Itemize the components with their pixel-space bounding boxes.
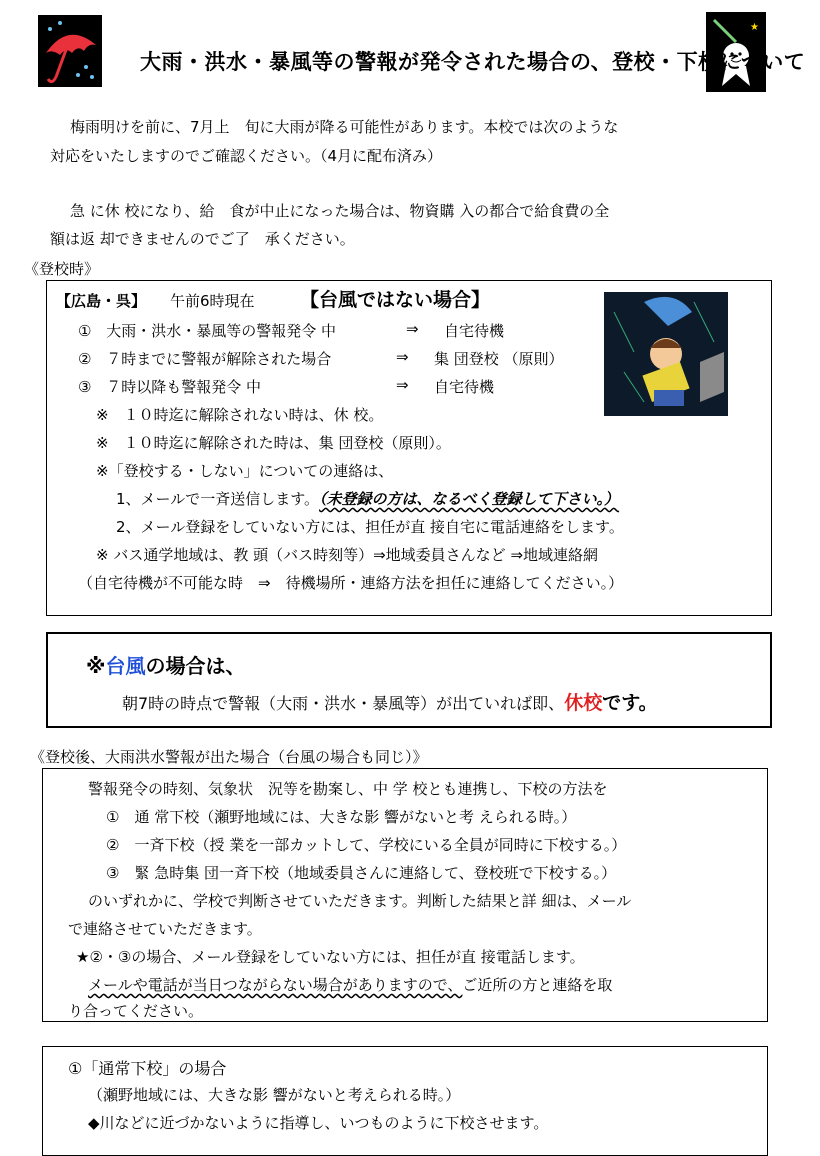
option-2: ② 一斉下校（授 業を一部カットして、学校にいる全員が同時に下校する。） (106, 836, 627, 854)
intro-line-1: 梅雨明けを前に、7月上 旬に大雨が降る可能性があります。本校では次のような (70, 118, 619, 136)
phone-warning (88, 974, 612, 995)
intro-line-4: 額は返 却できませんのでご了 承ください。 (50, 230, 355, 248)
item-result: 自宅待機 (434, 378, 495, 396)
unregistered-note: （未登録の方は、なるべく登録して下さい。） (319, 490, 620, 508)
time-label: 午前6時現在 (170, 292, 255, 310)
contact-line-2: 2、メール登録をしていない方には、担任が直 接自宅に電話連絡をします。 (116, 518, 624, 536)
case-title: 【台風ではない場合】 (300, 289, 491, 311)
typhoon-heading (86, 650, 245, 679)
item-number: ② (78, 350, 92, 368)
item-number: ① (78, 322, 92, 340)
contact-email: 1、メールで一斉送信します。 (116, 490, 320, 508)
option-1: ① 通 常下校（瀬野地域には、大きな影 響がないと考 えられる時。） (106, 808, 577, 826)
section-heading-arrival: 《登校時》 (24, 260, 100, 278)
arrow: ⇒ (396, 376, 409, 394)
intro-line-2: 対応をいたしますのでご確認ください。（4月に配布済み） (50, 147, 443, 165)
normal-dismissal-condition: （瀬野地域には、大きな影 響がないと考えられる時。） (88, 1086, 461, 1104)
note-3: ※「登校する・しない」についての連絡は、 (96, 462, 394, 480)
arrival-item-2 (78, 348, 564, 369)
note-2: ※ １０時迄に解除された時は、集 団登校（原則）。 (96, 434, 451, 452)
intro-line-3: 急 に休 校になり、給 食が中止になった場合は、物資購 入の都合で給食費の全 (70, 202, 610, 220)
typhoon-rule-end: です。 (602, 692, 658, 714)
item-result: 自宅待機 (444, 322, 505, 340)
arrival-item-1 (78, 320, 505, 341)
arrow: ⇒ (396, 348, 409, 366)
item-condition: ７時以降も警報発令 中 (106, 378, 262, 396)
typhoon-rule (122, 688, 658, 715)
normal-dismissal-action: ◆川などに近づかないように指導し、いつものように下校させます。 (88, 1114, 549, 1132)
umbrella-icon (38, 15, 102, 87)
star-note: ★②・③の場合、メール登録をしていない方には、担任が直 接電話します。 (76, 948, 585, 966)
closure-word: 休校 (564, 692, 603, 714)
normal-dismissal-title: ①「通常下校」の場合 (68, 1059, 227, 1078)
waiting-note: （自宅待機が不可能な時 ⇒ 待機場所・連絡方法を担任に連絡してください。） (78, 574, 624, 592)
typhoon-word: 台風 (105, 654, 146, 678)
phone-warning-end: り合ってください。 (68, 1002, 204, 1020)
option-3: ③ 緊 急時集 団一斉下校（地域委員さんに連絡して、登校班で下校する。） (106, 864, 617, 882)
arrival-item-3 (78, 376, 495, 397)
region-label: 【広島・呉】 (56, 292, 147, 310)
contact-line-1 (116, 488, 619, 509)
bus-note: ※ バス通学地域は、教 頭（バス時刻等）⇒地域委員さんなど ⇒地域連絡網 (96, 546, 599, 564)
page-title: 大雨・洪水・暴風等の警報が発令された場合の、登校・下校について (140, 50, 806, 74)
decision-line-3: で連絡させていただきます。 (68, 920, 262, 938)
phone-warning-rest: ご近所の方と連絡を取 (462, 976, 613, 994)
decision-line-2: のいずれかに、学校で判断させていただきます。判断した結果と詳 細は、メール (88, 892, 632, 910)
typhoon-child-illustration (604, 292, 728, 416)
item-number: ③ (78, 378, 92, 396)
note-1: ※ １０時迄に解除されない時は、休 校。 (96, 406, 384, 424)
arrow: ⇒ (406, 320, 419, 338)
typhoon-rule-text: 朝7時の時点で警報（大雨・洪水・暴風等）が出ていれば即、 (122, 694, 565, 713)
item-condition: ７時までに警報が解除された場合 (106, 350, 332, 368)
typhoon-suffix: の場合は、 (145, 654, 246, 678)
svg-text:★: ★ (750, 22, 759, 33)
section-heading-after-arrival: 《登校後、大雨洪水警報が出た場合（台風の場合も同じ）》 (30, 748, 428, 766)
decision-intro: 警報発令の時刻、気象状 況等を勘案し、中 学 校とも連携し、下校の方法を (88, 780, 608, 798)
typhoon-prefix: ※ (86, 654, 106, 678)
item-condition: 大雨・洪水・暴風等の警報発令 中 (106, 322, 337, 340)
phone-warning-wavy: メールや電話が当日つながらない場合がありますので、 (88, 976, 463, 994)
item-result: 集 団登校 （原則） (434, 350, 564, 368)
